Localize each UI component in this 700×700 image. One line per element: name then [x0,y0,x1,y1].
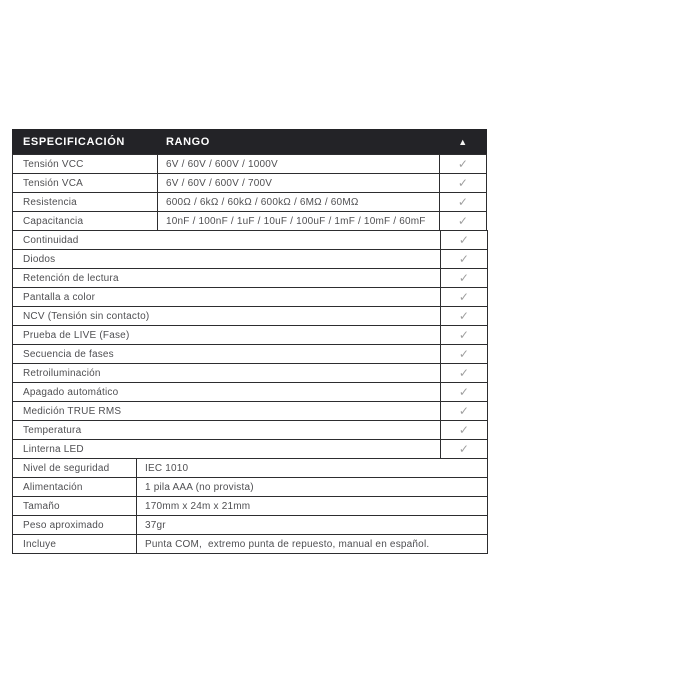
check-cell [440,325,488,345]
spec-name-cell: Tensión VCA [12,173,158,193]
table-row [12,458,488,478]
table-row [12,534,488,554]
spec-name-cell: Temperatura [12,420,441,440]
info-value-cell: 170mm x 24m x 21mm [136,496,488,516]
spec-name-cell: Retroiluminación [12,363,441,383]
spec-name-cell: Diodos [12,249,441,269]
table-row [12,382,488,402]
check-icon: ✓ [458,309,470,323]
table-row [12,287,488,307]
check-icon: ✓ [458,233,470,247]
table-row [12,211,488,231]
table-row [12,344,488,364]
check-cell [440,287,488,307]
check-cell [440,306,488,326]
check-cell [440,382,488,402]
check-cell [440,249,488,269]
check-cell [440,268,488,288]
spec-name-cell: Resistencia [12,192,158,212]
check-icon: ✓ [458,252,470,266]
info-value-cell: 37gr [136,515,488,535]
info-label-cell: Incluye [12,534,137,554]
spec-name-cell: Secuencia de fases [12,344,441,364]
check-cell [439,211,487,231]
table-row [12,230,488,250]
check-icon: ✓ [458,404,470,418]
header-check-column [439,129,487,155]
table-row [12,325,488,345]
table-row [12,477,488,497]
check-cell [440,401,488,421]
table-row [12,173,488,193]
table-row [12,420,488,440]
check-icon: ✓ [457,176,469,190]
check-icon: ✓ [457,157,469,171]
check-icon: ✓ [458,290,470,304]
spec-name-cell: NCV (Tensión sin contacto) [12,306,441,326]
check-icon: ✓ [458,271,470,285]
check-icon: ✓ [458,423,470,437]
info-label-cell: Peso aproximado [12,515,137,535]
check-cell [439,154,487,174]
table-row [12,496,488,516]
check-icon: ✓ [457,195,469,209]
spec-name-cell: Tensión VCC [12,154,158,174]
info-value-cell: Punta COM, extremo punta de repuesto, manual en español. [136,534,488,554]
check-cell [440,439,488,459]
info-label-cell: Alimentación [12,477,137,497]
info-label-cell: Tamaño [12,496,137,516]
check-cell [439,192,487,212]
check-cell [439,173,487,193]
spec-name-cell: Prueba de LIVE (Fase) [12,325,441,345]
check-icon: ✓ [458,442,470,456]
spec-name-cell: Linterna LED [12,439,441,459]
spec-name-cell: Retención de lectura [12,268,441,288]
table-header-row [12,129,488,155]
check-cell [440,363,488,383]
table-row [12,363,488,383]
check-icon: ✓ [458,328,470,342]
range-cell: 10nF / 100nF / 1uF / 10uF / 100uF / 1mF / 10mF / 60mF [157,211,440,231]
table-row [12,154,488,174]
info-label-cell: Nivel de seguridad [12,458,137,478]
header-especificacion: ESPECIFICACIÓN [12,129,158,155]
table-row [12,401,488,421]
spec-name-cell: Pantalla a color [12,287,441,307]
check-icon: ✓ [458,385,470,399]
check-icon: ✓ [458,366,470,380]
table-row [12,192,488,212]
check-cell [440,420,488,440]
spec-name-cell: Apagado automático [12,382,441,402]
check-cell [440,230,488,250]
table-row [12,249,488,269]
info-value-cell: IEC 1010 [136,458,488,478]
range-cell: 6V / 60V / 600V / 700V [157,173,440,193]
spec-name-cell: Continuidad [12,230,441,250]
check-icon: ✓ [457,214,469,228]
range-cell: 6V / 60V / 600V / 1000V [157,154,440,174]
spec-name-cell: Capacitancia [12,211,158,231]
info-value-cell: 1 pila AAA (no provista) [136,477,488,497]
table-row [12,268,488,288]
spec-name-cell: Medición TRUE RMS [12,401,441,421]
table-row [12,515,488,535]
check-cell [440,344,488,364]
table-row [12,439,488,459]
range-cell: 600Ω / 6kΩ / 60kΩ / 600kΩ / 6MΩ / 60MΩ [157,192,440,212]
specification-table [12,129,488,554]
check-icon: ✓ [458,347,470,361]
triangle-up-icon: ▲ [458,136,468,147]
header-rango: RANGO [157,129,440,155]
table-row [12,306,488,326]
